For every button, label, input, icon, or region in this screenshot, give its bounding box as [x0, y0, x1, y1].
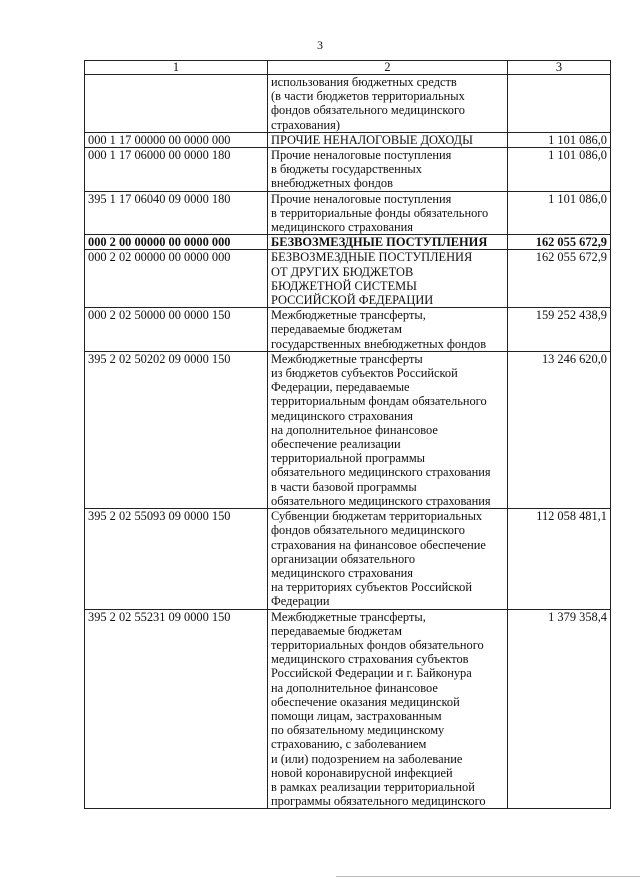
revenue-name-text: Прочие неналоговые поступления в территориальные фонды обязательного медицинского страхования [271, 191, 489, 235]
column-header-amount: 3 [508, 61, 611, 75]
revenue-name-text: БЕЗВОЗМЕЗДНЫЕ ПОСТУПЛЕНИЯ ОТ ДРУГИХ БЮДЖЕТОВ БЮДЖЕТНОЙ СИСТЕМЫ РОССИЙСКОЙ ФЕДЕРАЦИИ [271, 250, 473, 308]
budget-revenue-table [84, 60, 611, 809]
revenue-name-text: Прочие неналоговые поступления в бюджеты государственных внебюджетных фондов [271, 148, 452, 191]
amount-cell: 112 058 481,1 [508, 509, 611, 609]
page-number: 3 [317, 38, 323, 52]
table-row [85, 308, 611, 352]
revenue-name-cell [268, 75, 508, 133]
amount-cell: 159 252 438,9 [508, 308, 611, 352]
footer-rule [336, 876, 640, 877]
revenue-name-cell [268, 308, 508, 352]
table-row [85, 75, 611, 133]
table-header-row [85, 61, 611, 75]
table-row [85, 609, 611, 809]
column-header-name: 2 [268, 61, 508, 75]
budget-code-cell: 395 2 02 55231 09 0000 150 [85, 609, 268, 809]
budget-code-cell: 395 2 02 50202 09 0000 150 [85, 351, 268, 508]
amount-cell: 162 055 672,9 [508, 235, 611, 250]
revenue-name-cell [268, 609, 508, 809]
budget-code-cell: 000 2 02 50000 00 0000 150 [85, 308, 268, 352]
revenue-name-cell [268, 235, 508, 250]
amount-cell: 1 101 086,0 [508, 148, 611, 192]
table-row [85, 235, 611, 250]
table-row [85, 250, 611, 308]
table-row [85, 148, 611, 192]
revenue-name-cell [268, 132, 508, 147]
revenue-name-text: БЕЗВОЗМЕЗДНЫЕ ПОСТУПЛЕНИЯ [271, 235, 488, 250]
budget-code-cell: 000 1 17 06000 00 0000 180 [85, 148, 268, 192]
amount-cell: 13 246 620,0 [508, 351, 611, 508]
revenue-name-text: ПРОЧИЕ НЕНАЛОГОВЫЕ ДОХОДЫ [271, 132, 473, 147]
revenue-name-cell [268, 351, 508, 508]
table-row [85, 191, 611, 235]
budget-code-cell [85, 75, 268, 133]
budget-code-cell: 000 1 17 00000 00 0000 000 [85, 132, 268, 147]
amount-cell: 1 101 086,0 [508, 132, 611, 147]
revenue-name-cell [268, 509, 508, 609]
revenue-name-text: Межбюджетные трансферты, передаваемые бюджетам территориальных фондов обязательного медицинского страхования субъектов Российской Федерации и г. Байконура на дополнительное финансовое обеспечение оказания медицинской помощи лицам, застрахованным по обязательному медицинскому страхованию, с заболеванием и (или) подозрением на заболевание новой коронавирусной инфекцией в рамках реализации территориальной программы обязательного медицинского [271, 609, 486, 809]
table-row [85, 509, 611, 609]
budget-code-cell: 395 1 17 06040 09 0000 180 [85, 191, 268, 235]
table-row [85, 132, 611, 147]
budget-code-cell: 000 2 02 00000 00 0000 000 [85, 250, 268, 308]
revenue-name-cell [268, 191, 508, 235]
revenue-name-cell [268, 148, 508, 192]
revenue-name-cell [268, 250, 508, 308]
column-header-code: 1 [85, 61, 268, 75]
amount-cell: 162 055 672,9 [508, 250, 611, 308]
amount-cell [508, 75, 611, 133]
budget-code-cell: 000 2 00 00000 00 0000 000 [85, 235, 268, 250]
revenue-name-text: Межбюджетные трансферты, передаваемые бюджетам государственных внебюджетных фондов [271, 308, 487, 351]
table-row [85, 351, 611, 508]
budget-code-cell: 395 2 02 55093 09 0000 150 [85, 509, 268, 609]
amount-cell: 1 101 086,0 [508, 191, 611, 235]
revenue-name-text: Межбюджетные трансферты из бюджетов субъектов Российской Федерации, передаваемые территориальным фондам обязательного медицинского страхования на дополнительное финансовое обеспечение реализации территориальной программы обязательного медицинского страхования в части базовой программы обязательного медицинского страхования [271, 351, 491, 508]
revenue-name-text: Субвенции бюджетам территориальных фондов обязательного медицинского страхования на финансовое обеспечение организации обязательного медицинского страхования на территориях субъектов Российской Федерации [271, 509, 486, 609]
amount-cell: 1 379 358,4 [508, 609, 611, 809]
revenue-name-text: использования бюджетных средств (в части бюджетов территориальных фондов обязательного медицинского страхования) [271, 75, 465, 132]
